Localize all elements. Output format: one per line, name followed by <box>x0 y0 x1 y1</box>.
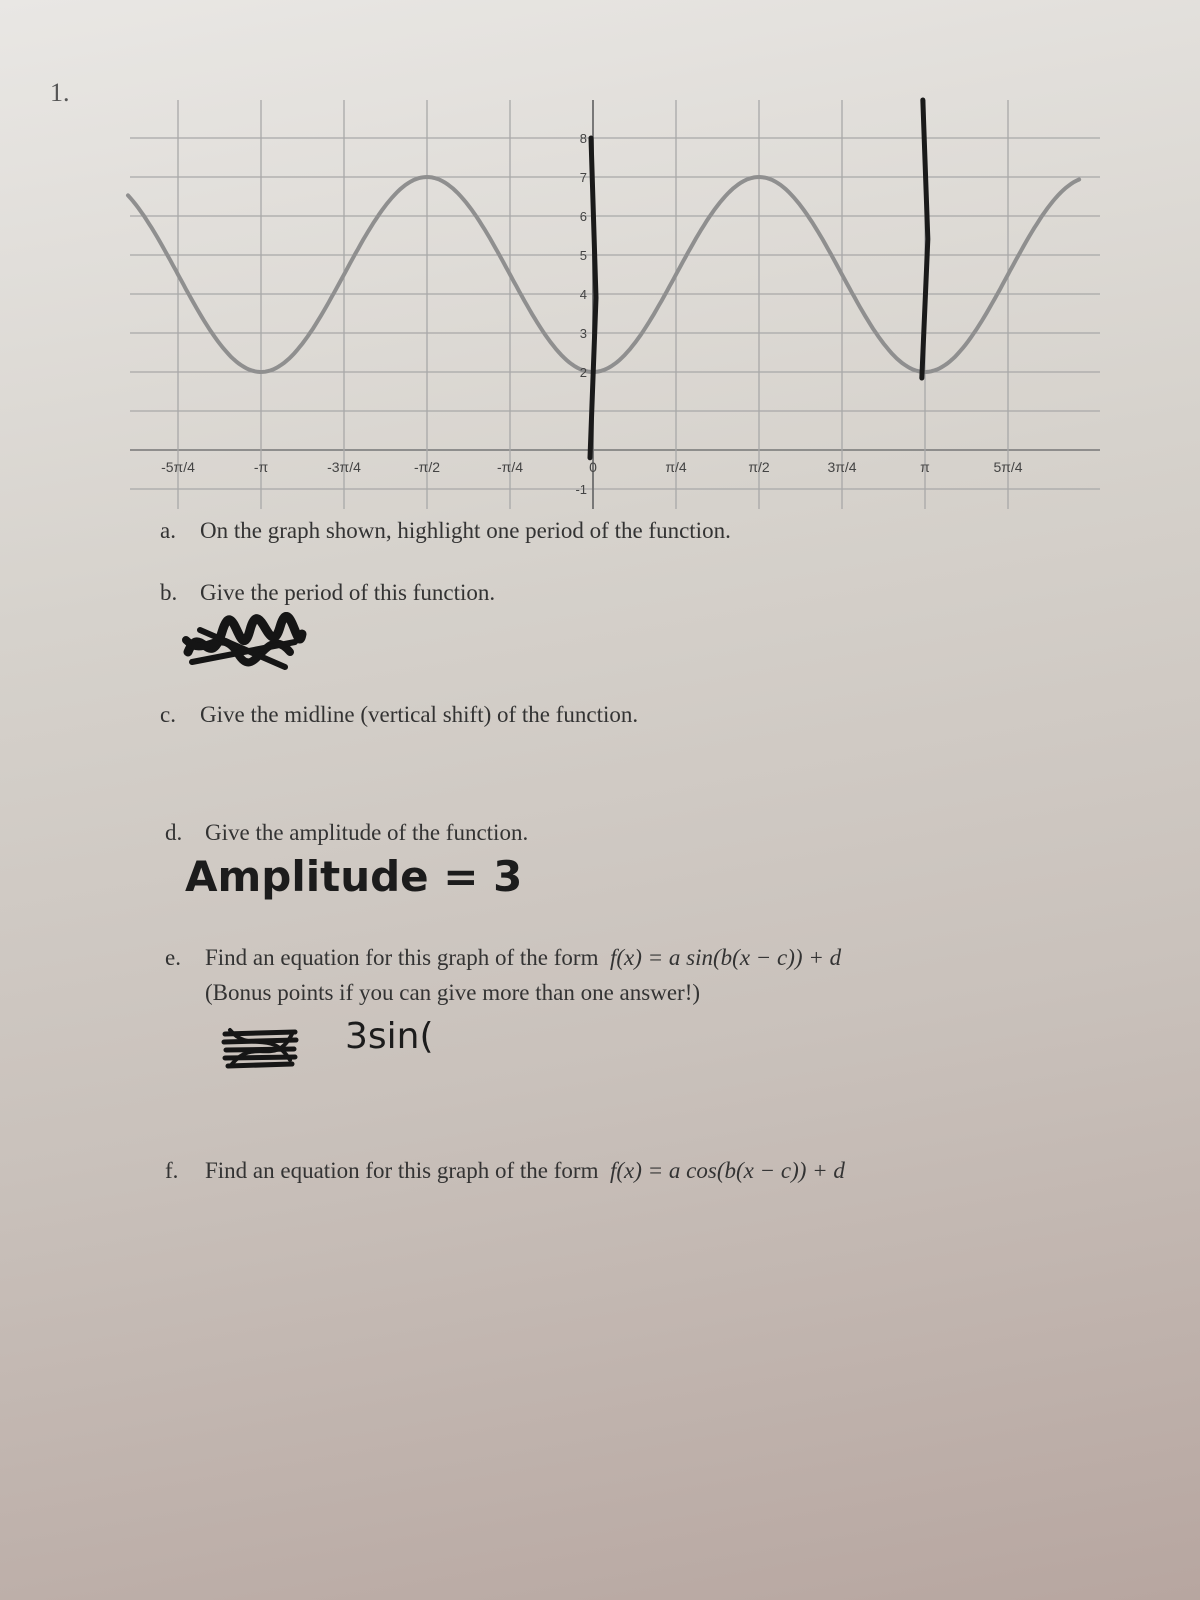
question-e-letter: e. <box>165 945 181 970</box>
graph-grid <box>130 100 1100 509</box>
x-tick-label: 0 <box>589 459 597 475</box>
x-axis-tick-labels <box>161 459 1023 475</box>
scribbled-out-answer-e <box>220 1024 300 1072</box>
y-tick-label: -1 <box>575 482 587 497</box>
handwritten-amplitude-answer: Amplitude = 3 <box>185 852 523 901</box>
y-tick-label: 4 <box>579 287 587 302</box>
graph-curve-layer <box>128 177 1079 372</box>
sinusoid-curve <box>128 177 1079 372</box>
sinusoid-graph <box>0 0 1200 520</box>
y-tick-label: 8 <box>579 131 587 146</box>
question-b-text: Give the period of this function. <box>200 580 496 605</box>
question-c <box>160 702 638 728</box>
question-c-letter: c. <box>160 702 176 727</box>
question-f-letter: f. <box>165 1158 179 1183</box>
x-tick-label: 5π/4 <box>993 459 1023 475</box>
question-c-text: Give the midline (vertical shift) of the function. <box>200 702 639 727</box>
x-tick-label: -π/2 <box>414 459 440 475</box>
question-a-text: On the graph shown, highlight one period of the function. <box>200 518 731 543</box>
x-tick-label: -π/4 <box>497 459 523 475</box>
question-f-formula: f(x) = a cos(b(x − c)) + d <box>609 1158 845 1183</box>
x-tick-label: -3π/4 <box>327 459 361 475</box>
y-tick-label: 7 <box>579 170 587 185</box>
x-tick-label: π/2 <box>748 459 770 475</box>
question-b <box>160 580 495 606</box>
problem-number: 1. <box>50 78 70 107</box>
question-e-formula: f(x) = a sin(b(x − c)) + d <box>609 945 842 970</box>
handwritten-equation-answer: 3sin( <box>345 1016 434 1057</box>
question-a-letter: a. <box>160 518 176 543</box>
y-axis-tick-labels <box>575 131 587 497</box>
question-f-text: Find an equation for this graph of the form <box>205 1158 599 1183</box>
y-tick-label: 6 <box>579 209 587 224</box>
x-tick-label: π <box>920 459 930 475</box>
question-e-text: Find an equation for this graph of the form <box>205 945 599 970</box>
y-tick-label: 2 <box>579 365 587 380</box>
question-f <box>165 1158 845 1184</box>
question-b-letter: b. <box>160 580 178 605</box>
question-d-letter: d. <box>165 820 183 845</box>
y-tick-label: 5 <box>579 248 587 263</box>
scribbled-out-answer-b <box>180 612 310 682</box>
question-e-bonus: (Bonus points if you can give more than one answer!) <box>205 980 701 1005</box>
question-d <box>165 820 528 846</box>
question-e <box>165 945 841 971</box>
x-tick-label: π/4 <box>665 459 687 475</box>
y-tick-label: 3 <box>579 326 587 341</box>
question-d-text: Give the amplitude of the function. <box>205 820 529 845</box>
question-a <box>160 518 731 544</box>
x-tick-label: -π <box>253 459 269 475</box>
x-tick-label: 3π/4 <box>827 459 857 475</box>
x-tick-label: -5π/4 <box>161 459 195 475</box>
